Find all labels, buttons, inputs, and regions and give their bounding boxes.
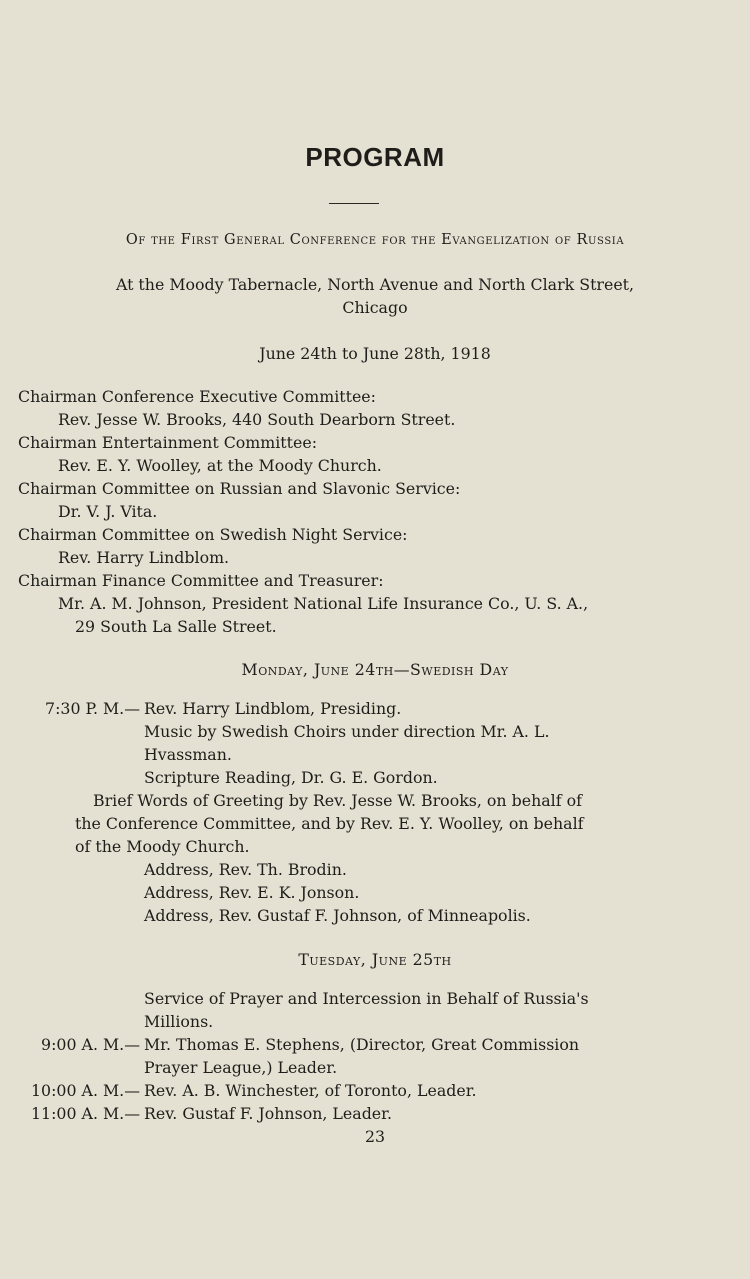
program-line: Music by Swedish Choirs under direction Mr. A. L. [144, 722, 550, 741]
tuesday-entry: Rev. Gustaf F. Johnson, Leader. [144, 1104, 392, 1123]
program-line: Address, Rev. Th. Brodin. [144, 860, 347, 879]
committee-line: Chairman Committee on Swedish Night Service: [18, 525, 408, 544]
tuesday-heading: Tuesday, June 25th [298, 950, 452, 969]
title-rule [329, 203, 379, 204]
monday-time: 7:30 P. M.— [45, 699, 140, 718]
program-line: of the Moody Church. [75, 837, 250, 856]
tuesday-time: 11:00 A. M.— [31, 1104, 140, 1123]
tuesday-entry: Rev. A. B. Winchester, of Toronto, Leader. [144, 1081, 477, 1100]
program-line: Address, Rev. E. K. Jonson. [144, 883, 360, 902]
page-number: 23 [364, 1127, 386, 1146]
program-line: Address, Rev. Gustaf F. Johnson, of Minneapolis. [144, 906, 531, 925]
conference-title: Of the First General Conference for the Evangelization of Russia [125, 232, 625, 248]
monday-heading: Monday, June 24th—Swedish Day [241, 660, 509, 679]
monday-presiding: Rev. Harry Lindblom, Presiding. [144, 699, 402, 718]
venue-line-2: Chicago [342, 298, 408, 317]
program-line: the Conference Committee, and by Rev. E. Y. Woolley, on behalf [75, 814, 584, 833]
committee-line: 29 South La Salle Street. [75, 617, 277, 636]
tuesday-intro: Millions. [144, 1012, 214, 1031]
program-line: Hvassman. [144, 745, 232, 764]
page-title: PROGRAM [305, 142, 445, 172]
tuesday-entry: Mr. Thomas E. Stephens, (Director, Great Commission [144, 1035, 580, 1054]
committee-line: Rev. Harry Lindblom. [58, 548, 230, 567]
committee-line: Mr. A. M. Johnson, President National Life Insurance Co., U. S. A., [58, 594, 589, 613]
tuesday-time: 9:00 A. M.— [41, 1035, 140, 1054]
committee-line: Chairman Entertainment Committee: [18, 433, 318, 452]
program-line: Brief Words of Greeting by Rev. Jesse W. Brooks, on behalf of [93, 791, 582, 810]
venue-line-1: At the Moody Tabernacle, North Avenue and North Clark Street, [115, 275, 635, 294]
tuesday-intro: Service of Prayer and Intercession in Behalf of Russia's [144, 989, 589, 1008]
committee-line: Chairman Committee on Russian and Slavonic Service: [18, 479, 461, 498]
committee-line: Dr. V. J. Vita. [58, 502, 158, 521]
tuesday-entry: Prayer League,) Leader. [144, 1058, 338, 1077]
committee-line: Chairman Conference Executive Committee: [18, 387, 376, 406]
conference-dates: June 24th to June 28th, 1918 [259, 344, 491, 363]
tuesday-time: 10:00 A. M.— [31, 1081, 140, 1100]
committee-line: Chairman Finance Committee and Treasurer: [18, 571, 384, 590]
program-line: Scripture Reading, Dr. G. E. Gordon. [144, 768, 438, 787]
committee-line: Rev. Jesse W. Brooks, 440 South Dearborn Street. [58, 410, 456, 429]
committee-line: Rev. E. Y. Woolley, at the Moody Church. [58, 456, 382, 475]
